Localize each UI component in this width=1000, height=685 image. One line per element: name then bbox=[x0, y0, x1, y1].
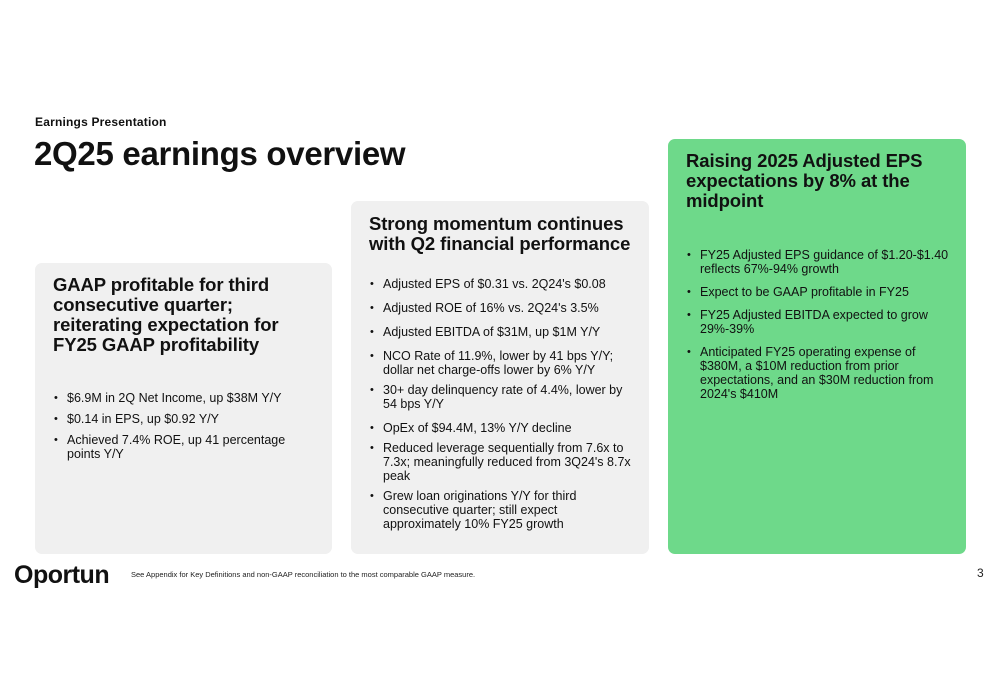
footnote: See Appendix for Key Definitions and non-GAAP reconciliation to the most comparable GAAP measure. bbox=[131, 570, 476, 579]
list-item: • Grew loan originations Y/Y for third consecutive quarter; still expect approximately 10% FY25 growth bbox=[369, 489, 635, 531]
list-item: • OpEx of $94.4M, 13% Y/Y decline bbox=[369, 421, 635, 435]
card-heading: GAAP profitable for third consecutive quarter; reiterating expectation for FY25 GAAP profitability bbox=[53, 274, 279, 355]
list-item: • $0.14 in EPS, up $0.92 Y/Y bbox=[53, 412, 318, 426]
list-item: • 30+ day delinquency rate of 4.4%, lower by 54 bps Y/Y bbox=[369, 383, 635, 411]
list-item: • NCO Rate of 11.9%, lower by 41 bps Y/Y; dollar net charge-offs lower by 6% Y/Y bbox=[369, 349, 635, 377]
list-item: • FY25 Adjusted EBITDA expected to grow 29%-39% bbox=[686, 308, 952, 336]
bullet-list bbox=[369, 277, 635, 531]
gaap-profitability-card bbox=[35, 263, 332, 554]
bullet-list bbox=[53, 391, 318, 461]
page-number: 3 bbox=[977, 566, 984, 580]
list-item: • $6.9M in 2Q Net Income, up $38M Y/Y bbox=[53, 391, 318, 405]
list-item: • Adjusted ROE of 16% vs. 2Q24's 3.5% bbox=[369, 301, 635, 315]
bullet-list bbox=[686, 248, 952, 401]
card-heading: Raising 2025 Adjusted EPS expectations by 8% at the midpoint bbox=[686, 150, 923, 211]
card-heading: Strong momentum continues with Q2 financial performance bbox=[369, 213, 631, 254]
eyebrow-label: Earnings Presentation bbox=[35, 115, 167, 129]
eps-guidance-card bbox=[668, 139, 966, 554]
q2-performance-card bbox=[351, 201, 649, 554]
list-item: • FY25 Adjusted EPS guidance of $1.20-$1.40 reflects 67%-94% growth bbox=[686, 248, 952, 276]
page-title: 2Q25 earnings overview bbox=[34, 135, 406, 172]
list-item: • Anticipated FY25 operating expense of $380M, a $10M reduction from prior expectations, and an $30M reduction from 2024's $410M bbox=[686, 345, 952, 401]
list-item: • Reduced leverage sequentially from 7.6x to 7.3x; meaningfully reduced from 3Q24's 8.7x peak bbox=[369, 441, 635, 483]
list-item: • Adjusted EPS of $0.31 vs. 2Q24's $0.08 bbox=[369, 277, 635, 291]
list-item: • Achieved 7.4% ROE, up 41 percentage points Y/Y bbox=[53, 433, 318, 461]
list-item: • Adjusted EBITDA of $31M, up $1M Y/Y bbox=[369, 325, 635, 339]
list-item: • Expect to be GAAP profitable in FY25 bbox=[686, 285, 952, 299]
oportun-logo: Oportun bbox=[14, 561, 110, 589]
